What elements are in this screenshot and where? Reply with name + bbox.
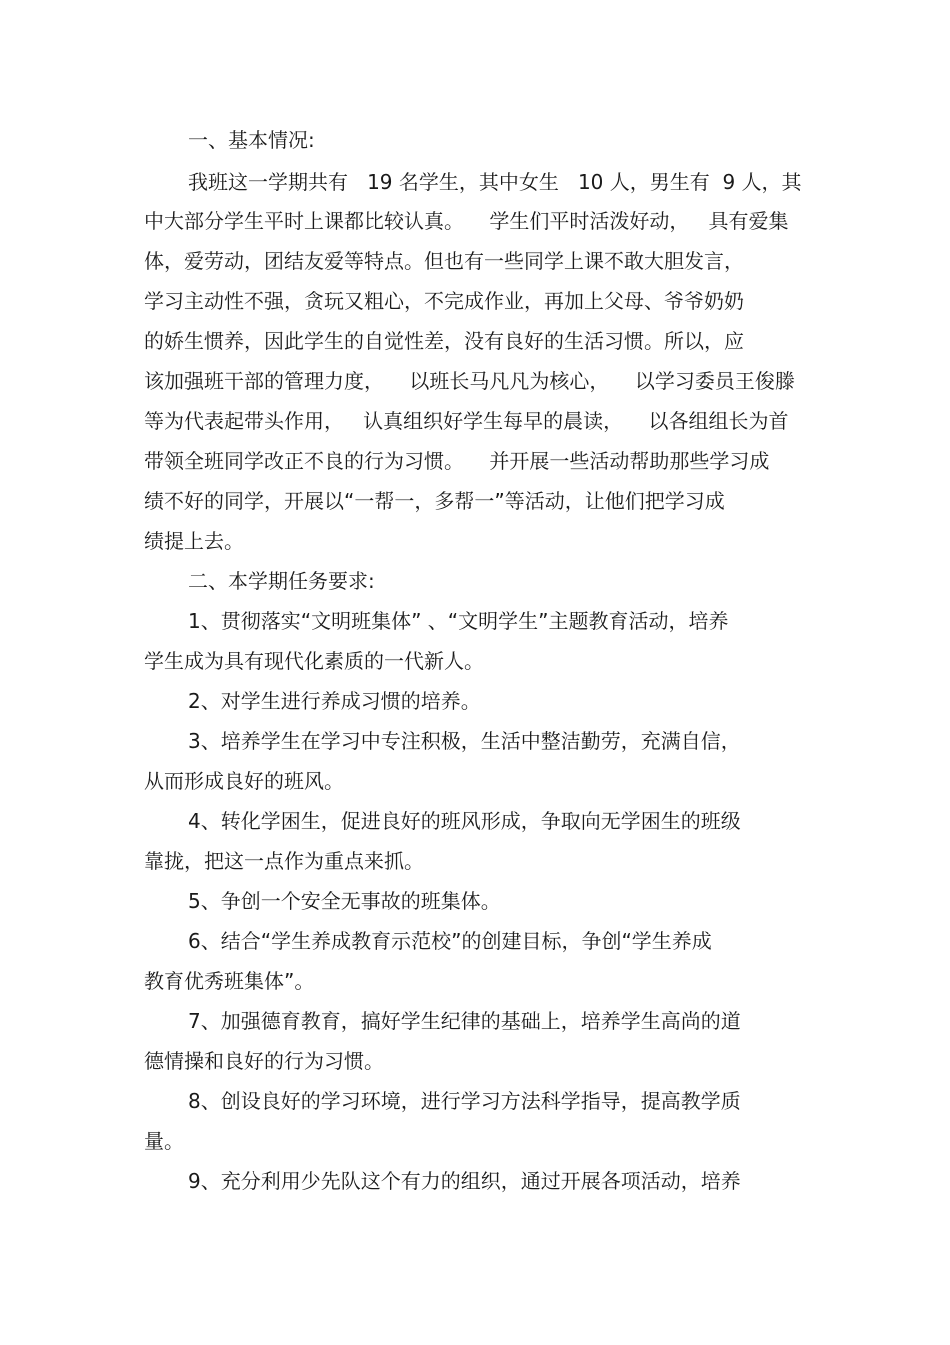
- list-item-line: 3、培养学生在学习中专注积极，生活中整洁勤劳，充满自信，: [188, 729, 741, 753]
- section-heading: 一、基本情况:: [188, 128, 315, 152]
- list-item-line: 量。: [144, 1129, 184, 1153]
- paragraph-line: 中大部分学生平时上课都比较认真。 学生们平时活泼好动， 具有爱集: [144, 209, 789, 233]
- list-item-line: 8、创设良好的学习环境，进行学习方法科学指导，提高教学质: [188, 1089, 741, 1113]
- paragraph-line: 该加强班干部的管理力度， 以班长马凡凡为核心， 以学习委员王俊滕: [144, 369, 795, 393]
- paragraph-line: 我班这一学期共有 19 名学生，其中女生 10 人，男生有 9 人，其: [188, 170, 802, 194]
- list-item-line: 6、结合“学生养成教育示范校”的创建目标，争创“学生养成: [188, 929, 712, 953]
- paragraph-line: 绩提上去。: [144, 529, 244, 553]
- list-item-line: 7、加强德育教育，搞好学生纪律的基础上，培养学生高尚的道: [188, 1009, 741, 1033]
- list-item-line: 德情操和良好的行为习惯。: [144, 1049, 384, 1073]
- paragraph-line: 学习主动性不强，贪玩又粗心，不完成作业，再加上父母、爷爷奶奶: [144, 289, 744, 313]
- section-heading: 二、本学期任务要求:: [188, 569, 375, 593]
- list-item-line: 9、充分利用少先队这个有力的组织，通过开展各项活动，培养: [188, 1169, 741, 1193]
- list-item-line: 2、对学生进行养成习惯的培养。: [188, 689, 481, 713]
- list-item-line: 教育优秀班集体”。: [144, 969, 315, 993]
- list-item-line: 5、争创一个安全无事故的班集体。: [188, 889, 501, 913]
- list-item-line: 4、转化学困生，促进良好的班风形成，争取向无学困生的班级: [188, 809, 741, 833]
- list-item-line: 1、贯彻落实“文明班集体” 、“文明学生”主题教育活动，培养: [188, 609, 729, 633]
- paragraph-line: 的娇生惯养，因此学生的自觉性差，没有良好的生活习惯。所以，应: [144, 329, 744, 353]
- paragraph-line: 带领全班同学改正不良的行为习惯。 并开展一些活动帮助那些学习成: [144, 449, 770, 473]
- list-item-line: 靠拢，把这一点作为重点来抓。: [144, 849, 424, 873]
- paragraph-line: 绩不好的同学，开展以“一帮一，多帮一”等活动，让他们把学习成: [144, 489, 725, 513]
- list-item-line: 从而形成良好的班风。: [144, 769, 344, 793]
- list-item-line: 学生成为具有现代化素质的一代新人。: [144, 649, 484, 673]
- paragraph-line: 体，爱劳动，团结友爱等特点。但也有一些同学上课不敢大胆发言，: [144, 249, 744, 273]
- paragraph-line: 等为代表起带头作用， 认真组织好学生每早的晨读， 以各组组长为首: [144, 409, 789, 433]
